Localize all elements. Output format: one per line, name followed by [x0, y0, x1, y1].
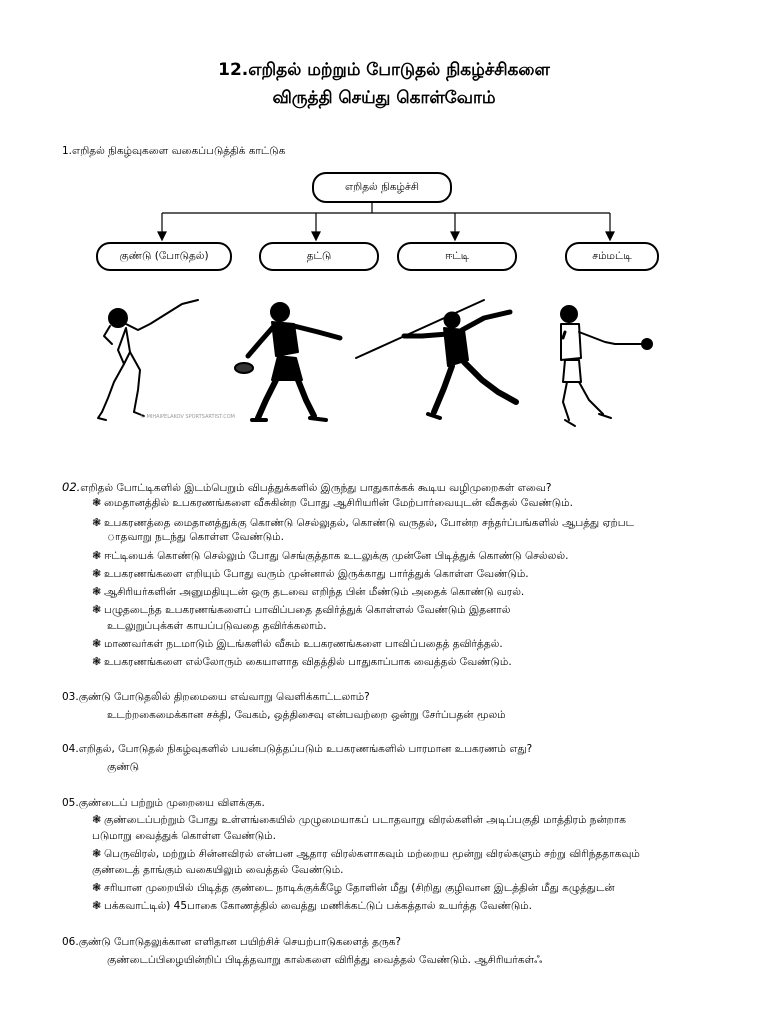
- image-watermark: © MIHAIPELAKOV SPORTSARTIST.COM: [140, 414, 235, 420]
- q2-bullet-5: [92, 585, 524, 599]
- q1-question: 1.எறிதல் நிகழ்வுகளை வகைப்படுத்திக் காட்டுக: [62, 145, 286, 157]
- q6-question: 06.குண்டு போடுதலுக்கான எளிதான பயிற்சிச் செயற்பாடுகளைத் தருக?: [62, 936, 401, 948]
- hammer-throw-athlete-illustration: [545, 302, 657, 430]
- flower-bullet-icon: ❃: [92, 847, 102, 860]
- javelin-athlete-illustration: [352, 296, 532, 428]
- q2-bullet-8: [92, 655, 512, 669]
- q2-bullet-4: [92, 567, 529, 581]
- q5-bullet-text: சரியான முறையில் பிடித்த குண்டை நாடிக்குக்கீழே தோளின் மீது (சிறிது குழிவான இடத்தின் மீது கழுத்துடன்: [104, 882, 615, 894]
- q2-number: 02.: [62, 480, 81, 494]
- flower-bullet-icon: ❃: [92, 549, 102, 562]
- tree-child-hammer: சம்மட்டி: [565, 242, 659, 271]
- q2-bullet-text: உபகரணத்தை மைதானத்துக்கு கொண்டு செல்லுதல், கொண்டு வருதல், போன்ற சந்தர்ப்பங்களில் ஆபத்து ஏற்பட: [104, 517, 634, 529]
- q2-bullet-text: மைதானத்தில் உபகரணங்களை வீசுகின்ற போது ஆசிரியரின் மேற்பார்வையுடன் வீசுதல் வேண்டும்.: [104, 497, 573, 509]
- tree-child-javelin: ஈட்டி: [397, 242, 517, 271]
- classification-tree-lines: [0, 0, 768, 280]
- q5-bullet-text: பக்கவாட்டில்) 45பாகை கோணத்தில் வைத்து மணிக்கட்டுப் பக்கத்தால் உயர்த்த வேண்டும்.: [104, 900, 532, 912]
- flower-bullet-icon: ❃: [92, 516, 102, 529]
- q4-question: 04.எறிதல், போடுதல் நிகழ்வுகளில் பயன்படுத்தப்படும் உபகரணங்களில் பாரமான உபகரணம் எது?: [62, 743, 533, 755]
- q5-question: 05.குண்டைப் பற்றும் முறையை விளக்குக.: [62, 797, 265, 809]
- q5-bullet-2: [92, 847, 640, 861]
- q5-bullet-3: [92, 881, 615, 895]
- q2-bullet-text: உபகரணங்களை எல்லோரும் கையாளாத விதத்தில் பாதுகாப்பாக வைத்தல் வேண்டும்.: [104, 656, 512, 668]
- q5-bullet-1-continuation: படுமாறு வைத்துக் கொள்ள வேண்டும்.: [92, 830, 276, 842]
- q5-bullet-2-continuation: குண்டைத் தாங்கும் வகையிலும் வைத்தல் வேண்டும்.: [92, 864, 344, 876]
- q2-bullet-text: பழுதடைந்த உபகரணங்களைப் பாவிப்பதை தவிர்த்துக் கொள்ளல் வேண்டும் இதனால்: [104, 604, 511, 616]
- q2-bullet-6: [92, 603, 511, 617]
- q2-bullet-text: உபகரணங்களை எறியும் போது வரும் முன்னால் இருக்காது பார்த்துக் கொள்ள வேண்டும்.: [104, 568, 529, 580]
- q5-bullet-4: [92, 899, 532, 913]
- q2-bullet-7: [92, 637, 503, 651]
- q2-bullet-3: [92, 549, 568, 563]
- q2-question: [62, 480, 551, 495]
- q4-answer: குண்டு: [107, 761, 140, 773]
- q2-bullet-1: [92, 496, 573, 510]
- q5-bullet-text: பெருவிரல், மற்றும் சின்னவிரல் என்பன ஆதார விரல்களாகவும் மற்றைய மூன்று விரல்களும் சற்று விரிந்ததாகவும்: [104, 848, 640, 860]
- flower-bullet-icon: ❃: [92, 585, 102, 598]
- q2-bullet-6-continuation: உடலுறுப்புக்கள் காயப்படுவதை தவிர்க்கலாம்.: [107, 620, 327, 632]
- q3-answer: உடற்றகைமைக்கான சக்தி, வேகம், ஒத்திசைவு என்பவற்றை ஒன்று சேர்ப்பதன் மூலம்: [107, 709, 506, 721]
- q2-question-text: எறிதல் போட்டிகளில் இடம்பெறும் விபத்துக்களில் இருந்து பாதுகாக்கக் கூடிய வழிமுறைகள் எவை?: [80, 482, 552, 494]
- worksheet-title-line1: 12.எறிதல் மற்றும் போடுதல் நிகழ்ச்சிகளை: [218, 60, 550, 80]
- discus-athlete-illustration: [232, 296, 350, 428]
- q3-question: 03.குண்டு போடுதலில் திறமையை எவ்வாறு வெளிக்காட்டலாம்?: [62, 691, 370, 703]
- worksheet-title-line2: விருத்தி செய்து கொள்வோம்: [272, 88, 496, 108]
- flower-bullet-icon: ❃: [92, 899, 102, 912]
- tree-child-discus: தட்டு: [259, 242, 379, 271]
- flower-bullet-icon: ❃: [92, 567, 102, 580]
- shot-put-athlete-illustration: [90, 292, 235, 428]
- flower-bullet-icon: ❃: [92, 603, 102, 616]
- flower-bullet-icon: ❃: [92, 637, 102, 650]
- flower-bullet-icon: ❃: [92, 655, 102, 668]
- tree-child-shot-put: குண்டு (போடுதல்): [96, 242, 232, 271]
- q6-answer: குண்டைப்பிழையின்றிப் பிடித்தவாறு கால்களை விரித்து வைத்தல் வேண்டும். ஆசிரியர்கள்ஃ: [107, 954, 543, 966]
- q2-bullet-2-continuation: ாதவாறு நடந்து கொள்ள வேண்டும்.: [107, 531, 284, 543]
- q5-bullet-1: [92, 813, 626, 827]
- q2-bullet-text: ஈட்டியைக் கொண்டு செல்லும் போது செங்குத்தாக உடலுக்கு முன்னே பிடித்துக் கொண்டு செல்லல்.: [104, 550, 569, 562]
- flower-bullet-icon: ❃: [92, 881, 102, 894]
- q5-bullet-text: குண்டைப்பற்றும் போது உள்ளங்கையில் முழுமையாகப் படாதவாறு விரல்களின் அடிப்பகுதி மாத்திரம் நன்றாக: [104, 814, 627, 826]
- tree-root-throwing-events: எறிதல் நிகழ்ச்சி: [312, 172, 452, 203]
- q2-bullet-text: ஆசிரியர்களின் அனுமதியுடன் ஒரு தடவை எறிந்த பின் மீண்டும் அதைக் கொண்டு வரல்.: [104, 586, 525, 598]
- q2-bullet-text: மாணவர்கள் நடமாடும் இடங்களில் வீசும் உபகரணங்களை பாவிப்பதைத் தவிர்த்தல்.: [104, 638, 503, 650]
- flower-bullet-icon: ❃: [92, 496, 102, 509]
- flower-bullet-icon: ❃: [92, 813, 102, 826]
- q2-bullet-2: [92, 516, 634, 530]
